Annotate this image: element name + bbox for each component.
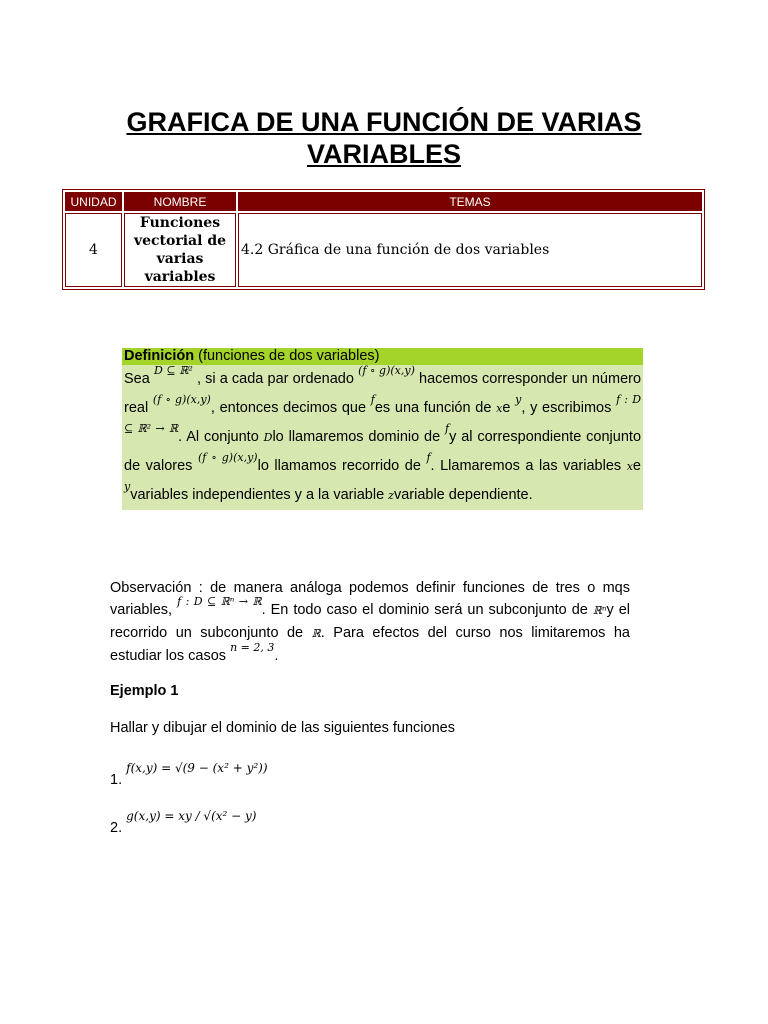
header-unit: UNIDAD bbox=[65, 192, 122, 211]
math-expression: f : D ⊆ ℝⁿ → ℝ bbox=[177, 595, 262, 608]
def-text: e bbox=[502, 400, 511, 416]
obs-text: . Para efectos del curso nos limitaremos ha estudiar los casos bbox=[110, 625, 630, 664]
obs-text: . bbox=[274, 648, 279, 664]
title-line-2: VARIABLES bbox=[306, 139, 461, 169]
example-title: Ejemplo 1 bbox=[110, 683, 179, 699]
def-text: e bbox=[632, 458, 641, 474]
cell-unit: 4 bbox=[65, 213, 122, 287]
obs-text: Observación : de manera análoga podemos definir funciones de tres o mqs variables, bbox=[110, 580, 630, 618]
math-expression: (f ∘ g)(x,y) bbox=[197, 451, 258, 464]
cell-topic: 4.2 Gráfica de una función de dos variables bbox=[238, 213, 702, 287]
math-expression: ℝ bbox=[311, 627, 321, 640]
math-expression: y bbox=[515, 393, 522, 406]
table-header-row bbox=[65, 192, 702, 211]
definition-label: Definición bbox=[124, 348, 195, 364]
def-text: . Llamaremos a las variables bbox=[430, 458, 622, 474]
definition-heading bbox=[122, 348, 643, 365]
obs-text: . En todo caso el dominio será un subconjunto de bbox=[261, 602, 588, 618]
math-expression: z bbox=[388, 489, 394, 502]
def-text: lo llamaremos dominio de bbox=[272, 429, 441, 445]
item-number: 2. bbox=[110, 820, 123, 836]
math-expression: y bbox=[124, 480, 131, 493]
math-expression: ℝⁿ bbox=[592, 604, 607, 617]
def-text: , y escribimos bbox=[521, 400, 612, 416]
formula-2: g(x,y) = xy / √(x² − y) bbox=[126, 809, 257, 823]
def-text: , entonces decimos que bbox=[210, 400, 367, 416]
title-line-1: GRAFICA DE UNA FUNCIÓN DE VARIAS bbox=[126, 107, 642, 137]
header-topics: TEMAS bbox=[238, 192, 702, 211]
obs-text: y el recorrido un subconjunto de bbox=[110, 602, 630, 641]
math-expression: x bbox=[626, 460, 633, 473]
math-expression: n = 2, 3 bbox=[230, 641, 275, 654]
math-expression: D bbox=[263, 431, 273, 444]
cell-name: Funciones vectorial de varias variables bbox=[124, 213, 236, 287]
def-text: lo llamamos recorrido de bbox=[257, 458, 421, 474]
def-text: . Al conjunto bbox=[178, 429, 259, 445]
list-item bbox=[110, 761, 268, 788]
math-expression: f : D ⊆ ℝ² → ℝ bbox=[124, 393, 642, 435]
definition-text bbox=[122, 365, 643, 510]
observation-paragraph bbox=[110, 577, 630, 668]
def-text: hacemos corresponder un número real bbox=[124, 371, 642, 416]
math-expression: x bbox=[496, 402, 503, 415]
math-expression: (f ∘ g)(x,y) bbox=[152, 393, 211, 406]
def-text: variables independientes y a la variable bbox=[130, 487, 385, 503]
example-instruction: Hallar y dibujar el dominio de las siguientes funciones bbox=[110, 720, 455, 736]
list-item bbox=[110, 809, 257, 836]
definition-subtitle: (funciones de dos variables) bbox=[198, 348, 380, 364]
page-title bbox=[0, 106, 768, 170]
unit-table bbox=[62, 189, 705, 290]
math-expression: D ⊆ ℝ² bbox=[153, 364, 193, 377]
math-expression: (f ∘ g)(x,y) bbox=[358, 364, 415, 377]
item-number: 1. bbox=[110, 772, 123, 788]
math-expression: f bbox=[426, 451, 431, 464]
header-name: NOMBRE bbox=[124, 192, 236, 211]
formula-1: f(x,y) = √(9 − (x² + y²)) bbox=[126, 761, 268, 775]
def-text: es una función de bbox=[374, 400, 492, 416]
def-text: y al correspondiente conjunto de valores bbox=[124, 429, 642, 474]
def-text: , si a cada par ordenado bbox=[196, 371, 354, 387]
math-expression: f bbox=[445, 422, 450, 435]
math-expression: f bbox=[370, 393, 375, 406]
def-text: Sea bbox=[124, 371, 150, 387]
def-text: variable dependiente. bbox=[393, 487, 533, 503]
table-row bbox=[65, 213, 702, 287]
definition-box bbox=[122, 348, 643, 510]
